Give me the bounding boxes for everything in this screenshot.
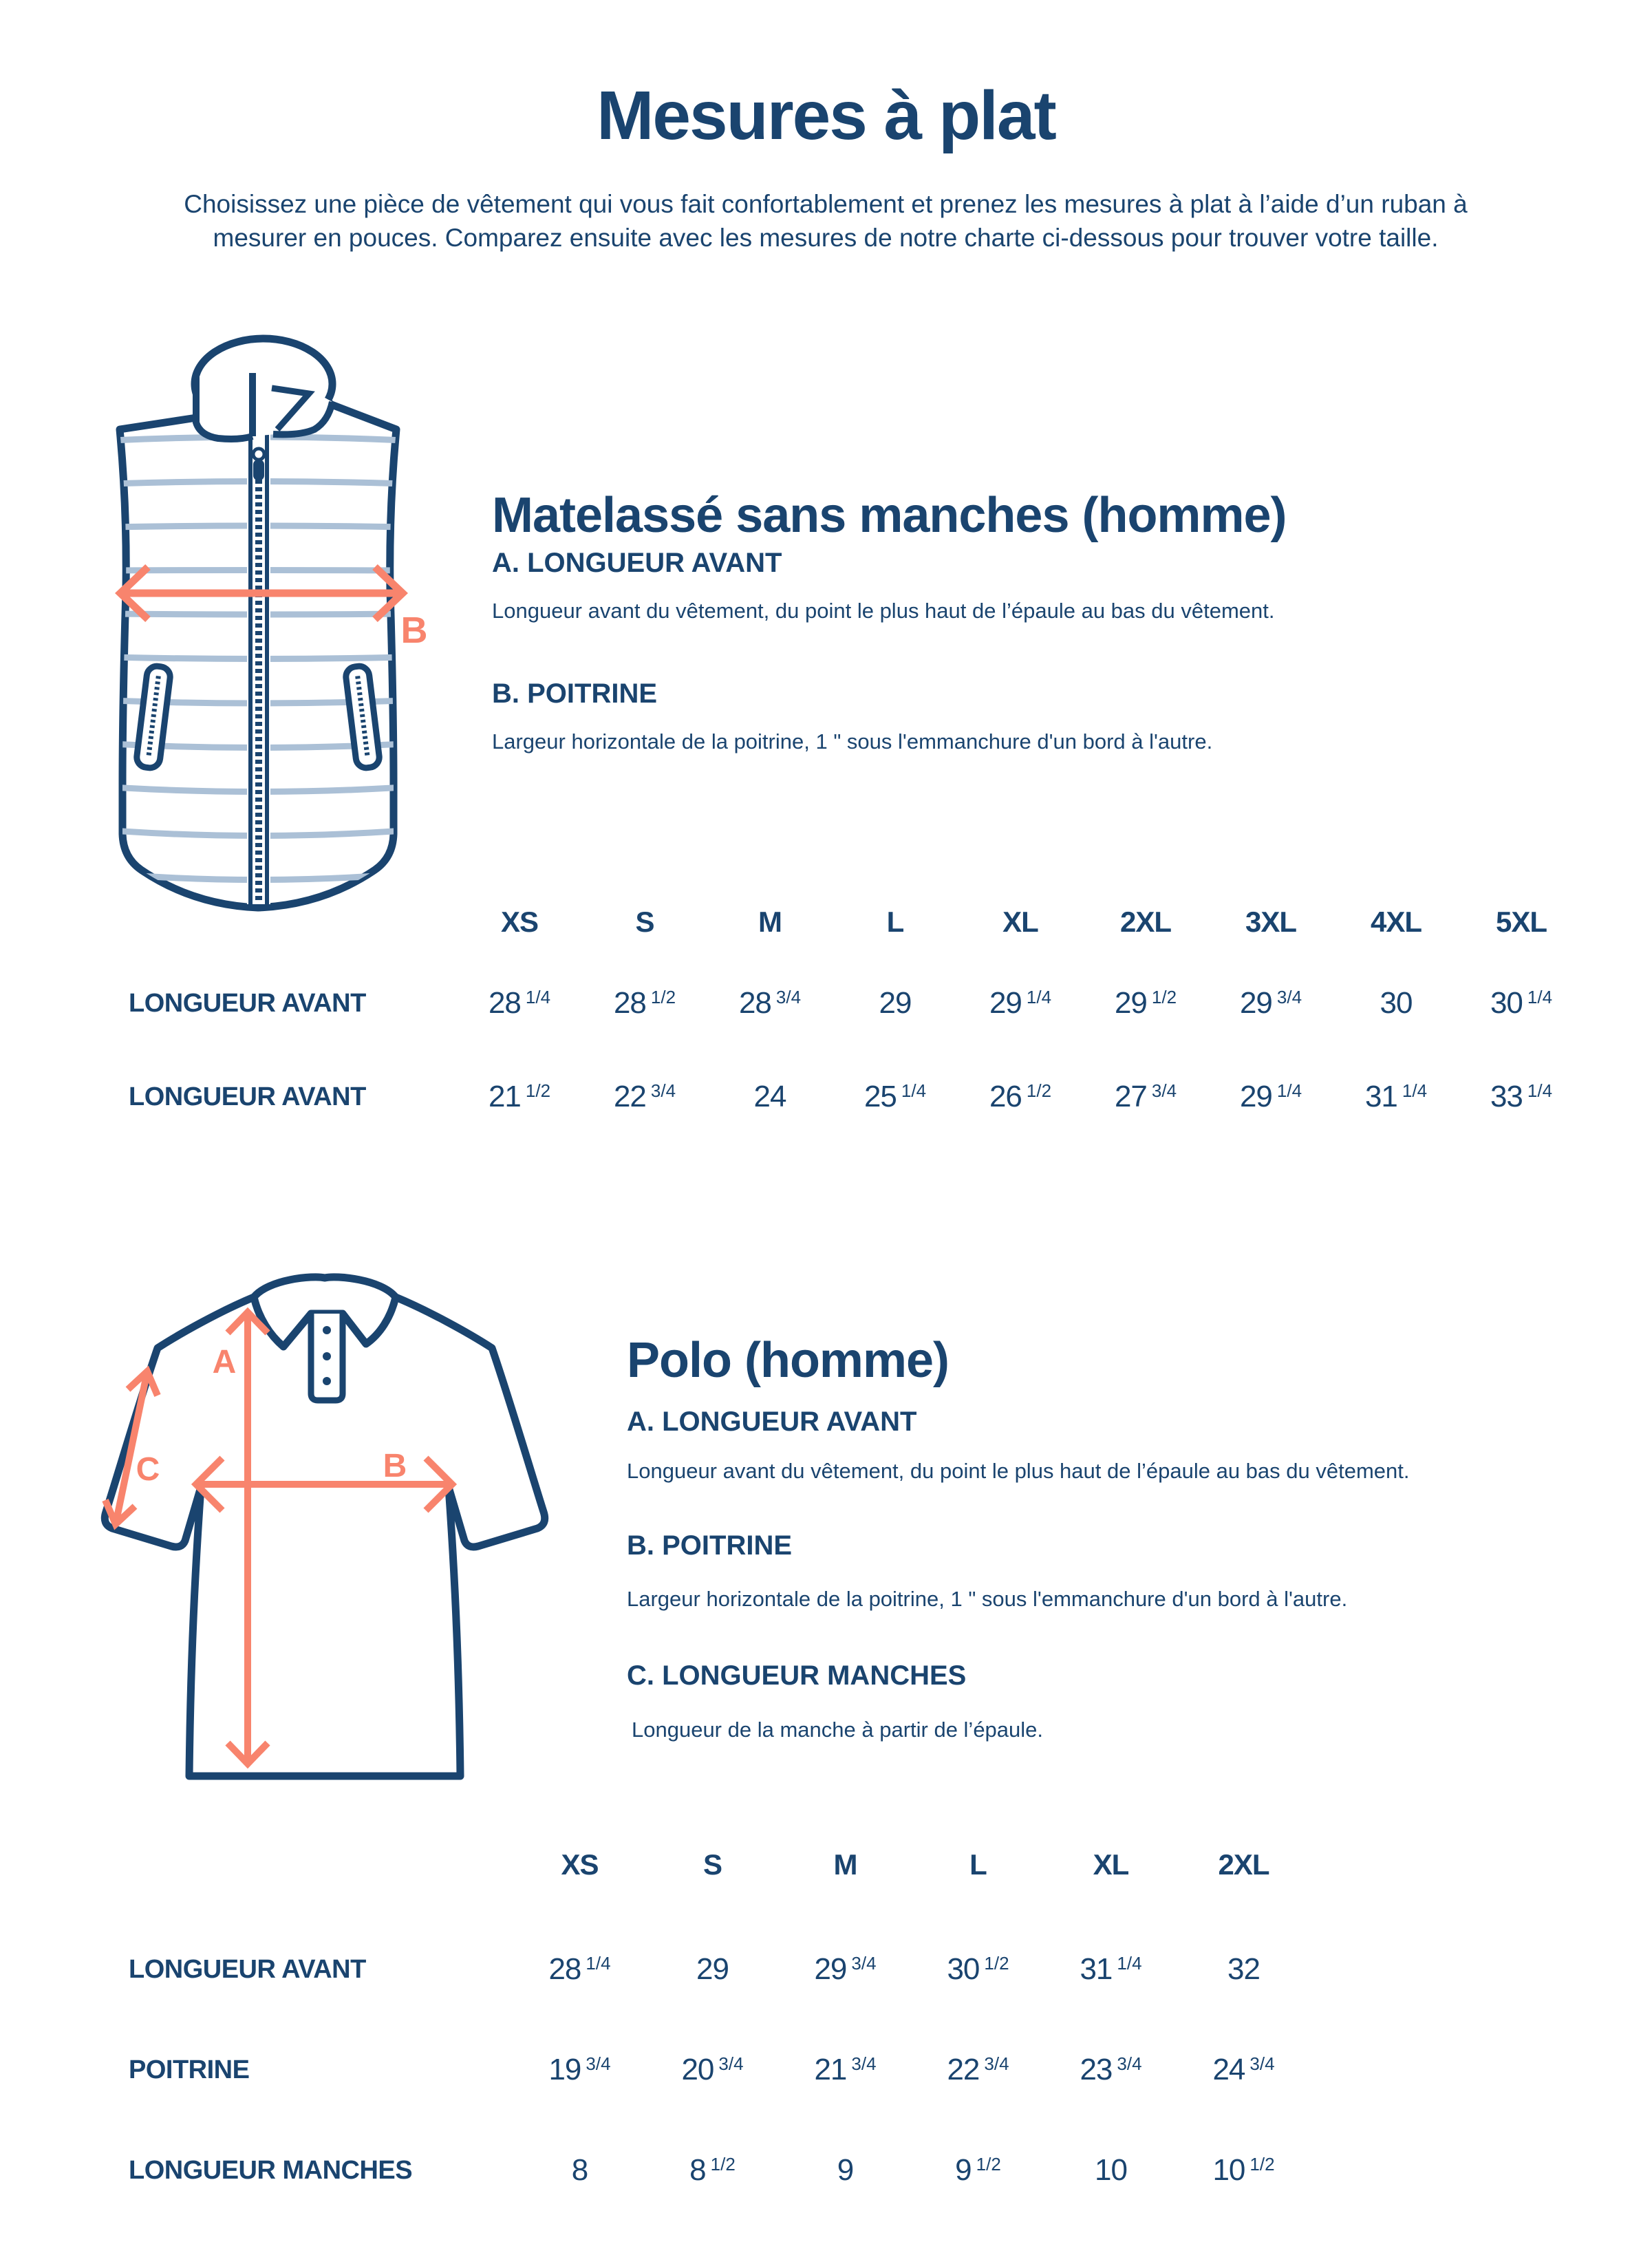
measurement-value [457, 986, 582, 1020]
arrow-label-c: C [136, 1451, 160, 1488]
table-row [76, 2051, 1310, 2089]
value-whole: 19 [548, 2053, 581, 2086]
vest-diagram [107, 323, 430, 915]
value-whole: 29 [1114, 986, 1147, 1020]
measurement-value [1083, 986, 1208, 1020]
value-fraction: 1/2 [1151, 987, 1177, 1007]
measure-label: C. LONGUEUR MANCHES [627, 1660, 967, 1691]
measurement-value [958, 1080, 1083, 1114]
size-header: 3XL [1245, 906, 1297, 938]
table-row [76, 1950, 1310, 1989]
measure-description: Longueur de la manche à partir de l’épaule. [632, 1718, 1044, 1742]
section-heading-vest: Matelassé sans manches (homme) [492, 487, 1287, 543]
value-whole: 29 [879, 986, 912, 1020]
value-whole: 21 [488, 1080, 521, 1113]
value-fraction: 1/2 [710, 2154, 736, 2174]
measurement-value [646, 2053, 779, 2087]
size-chart-table-vest [76, 903, 1584, 1171]
value-fraction: 3/4 [1276, 987, 1302, 1007]
value-fraction: 1/4 [1402, 1080, 1428, 1101]
measure-label: B. POITRINE [492, 678, 658, 709]
measurement-value [779, 2153, 912, 2188]
measure-label: A. LONGUEUR AVANT [492, 548, 782, 578]
measurement-value [1208, 1080, 1333, 1114]
measurement-value [779, 2053, 912, 2087]
size-header: XS [561, 1848, 599, 1881]
value-fraction: 1/4 [1117, 1953, 1142, 1974]
measure-label: B. POITRINE [627, 1530, 793, 1561]
size-chart-table-polo [76, 1846, 1310, 2252]
measurement-value [833, 1080, 958, 1114]
size-header: XS [500, 906, 539, 938]
value-whole: 10 [1212, 2153, 1245, 2187]
value-fraction: 1/4 [525, 987, 551, 1007]
measure-description: Longueur avant du vêtement, du point le plus haut de l’épaule au bas du vêtement. [492, 599, 1275, 623]
value-whole: 29 [989, 986, 1022, 1020]
value-whole: 27 [1114, 1080, 1147, 1113]
arrow-label-a: A [212, 1344, 237, 1380]
measurement-value [582, 986, 707, 1020]
size-header: M [758, 906, 782, 938]
size-header: 4XL [1370, 906, 1422, 938]
measure-description: Largeur horizontale de la poitrine, 1 " sous l'emmanchure d'un bord à l'autre. [492, 729, 1213, 754]
measurement-value [1333, 986, 1459, 1020]
measurement-value [1044, 1952, 1177, 1987]
measurement-value [1208, 986, 1333, 1020]
size-header: L [969, 1848, 987, 1881]
measurement-value [707, 1080, 833, 1114]
measurement-value [779, 1952, 912, 1987]
size-header: XL [1002, 906, 1038, 938]
measurement-value [1459, 1080, 1584, 1114]
value-fraction: 3/4 [650, 1080, 676, 1101]
measurement-value [1177, 2153, 1310, 2188]
value-whole: 29 [814, 1952, 847, 1986]
value-fraction: 3/4 [586, 2053, 611, 2074]
size-header: L [886, 906, 904, 938]
value-whole: 8 [689, 2153, 706, 2187]
value-fraction: 3/4 [851, 1953, 877, 1974]
value-whole: 28 [738, 986, 771, 1020]
value-whole: 26 [989, 1080, 1022, 1113]
value-whole: 25 [863, 1080, 897, 1113]
value-fraction: 1/4 [1527, 987, 1553, 1007]
button-icon [323, 1377, 331, 1385]
measurement-value [1044, 2053, 1177, 2087]
value-fraction: 3/4 [851, 2053, 877, 2074]
measurement-value [646, 2153, 779, 2188]
value-whole: 21 [814, 2053, 847, 2086]
table-row [76, 1078, 1584, 1116]
value-whole: 28 [488, 986, 521, 1020]
value-fraction: 1/4 [1026, 987, 1052, 1007]
measurement-value [958, 986, 1083, 1020]
measurement-value [1459, 986, 1584, 1020]
row-label: LONGUEUR AVANT [129, 988, 366, 1018]
measurement-value [457, 1080, 582, 1114]
row-label: LONGUEUR MANCHES [129, 2155, 413, 2185]
measurement-value [1177, 1952, 1310, 1987]
value-whole: 32 [1227, 1952, 1260, 1986]
value-whole: 22 [613, 1080, 646, 1113]
size-header-row [76, 1846, 1310, 1884]
value-fraction: 1/2 [1249, 2154, 1275, 2174]
section-heading-polo: Polo (homme) [627, 1332, 949, 1388]
zipper [247, 428, 270, 904]
measurement-value [513, 2153, 646, 2188]
value-whole: 8 [571, 2153, 588, 2187]
measurement-value [1083, 1080, 1208, 1114]
value-whole: 30 [1490, 986, 1523, 1020]
value-fraction: 1/2 [976, 2154, 1001, 2174]
table-row [76, 984, 1584, 1023]
value-whole: 9 [837, 2153, 854, 2187]
value-fraction: 1/4 [901, 1080, 927, 1101]
value-fraction: 3/4 [775, 987, 802, 1007]
intro-text: Choisissez une pièce de vêtement qui vous fait confortablement et prenez les mesures à plat à l’aide d’un ruban à mesurer en pouces. Comparez ensuite avec les mesures de notre charte ci-dessous pour trouver votre taille. [184, 190, 1468, 252]
value-fraction: 1/2 [650, 987, 676, 1007]
arrow-label-b: B [383, 1448, 407, 1484]
value-whole: 9 [955, 2153, 972, 2187]
size-header: S [702, 1848, 722, 1881]
value-fraction: 1/4 [586, 1953, 611, 1974]
value-whole: 24 [753, 1080, 786, 1113]
row-label: POITRINE [129, 2055, 250, 2084]
page-title: Mesures à plat [597, 77, 1055, 154]
zipper-pull-ring-icon [253, 449, 264, 460]
measurement-value [912, 2053, 1044, 2087]
value-whole: 20 [681, 2053, 714, 2086]
value-whole: 29 [1239, 986, 1272, 1020]
measurement-value [646, 1952, 779, 1987]
value-fraction: 1/4 [1276, 1080, 1302, 1101]
value-whole: 24 [1212, 2053, 1245, 2086]
value-whole: 31 [1080, 1952, 1113, 1986]
measurement-value [1044, 2153, 1177, 2188]
size-header: S [635, 906, 654, 938]
value-whole: 29 [1239, 1080, 1272, 1113]
value-whole: 33 [1490, 1080, 1523, 1113]
value-fraction: 1/2 [984, 1953, 1009, 1974]
value-whole: 30 [1380, 986, 1413, 1020]
measurement-value [513, 1952, 646, 1987]
value-whole: 28 [613, 986, 646, 1020]
measurement-value [912, 1952, 1044, 1987]
vest-collar [195, 339, 332, 440]
measurement-value [1333, 1080, 1459, 1114]
polo-diagram [100, 1270, 559, 1780]
size-header: XL [1093, 1848, 1129, 1881]
measurement-value [513, 2053, 646, 2087]
size-header: 5XL [1495, 906, 1547, 938]
measurement-value [833, 986, 958, 1020]
value-whole: 30 [947, 1952, 980, 1986]
size-header-row [76, 903, 1584, 941]
measure-label: A. LONGUEUR AVANT [627, 1407, 917, 1437]
value-whole: 29 [696, 1952, 729, 1986]
value-fraction: 3/4 [984, 2053, 1009, 2074]
value-fraction: 1/2 [1026, 1080, 1052, 1101]
value-fraction: 3/4 [718, 2053, 744, 2074]
size-header: M [833, 1848, 857, 1881]
value-fraction: 3/4 [1117, 2053, 1142, 2074]
value-whole: 31 [1364, 1080, 1397, 1113]
measure-description: Longueur avant du vêtement, du point le plus haut de l’épaule au bas du vêtement. [627, 1459, 1410, 1483]
measurement-value [707, 986, 833, 1020]
value-whole: 10 [1095, 2153, 1127, 2187]
value-whole: 23 [1080, 2053, 1113, 2086]
value-fraction: 1/2 [525, 1080, 551, 1101]
table-row [76, 2151, 1310, 2190]
size-header: 2XL [1218, 1848, 1269, 1881]
button-icon [323, 1352, 331, 1360]
measurement-value [582, 1080, 707, 1114]
zipper-pull-icon [253, 460, 264, 480]
measurement-value [1177, 2053, 1310, 2087]
value-fraction: 1/4 [1527, 1080, 1553, 1101]
row-label: LONGUEUR AVANT [129, 1082, 366, 1111]
measure-description: Largeur horizontale de la poitrine, 1 " sous l'emmanchure d'un bord à l'autre. [627, 1587, 1348, 1611]
value-whole: 28 [548, 1952, 581, 1986]
button-icon [323, 1326, 331, 1334]
value-fraction: 3/4 [1151, 1080, 1177, 1101]
size-header: 2XL [1119, 906, 1172, 938]
arrow-label-b: B [400, 610, 428, 651]
row-label: LONGUEUR AVANT [129, 1954, 366, 1984]
measurement-value [912, 2153, 1044, 2188]
value-whole: 22 [947, 2053, 980, 2086]
value-fraction: 3/4 [1249, 2053, 1275, 2074]
